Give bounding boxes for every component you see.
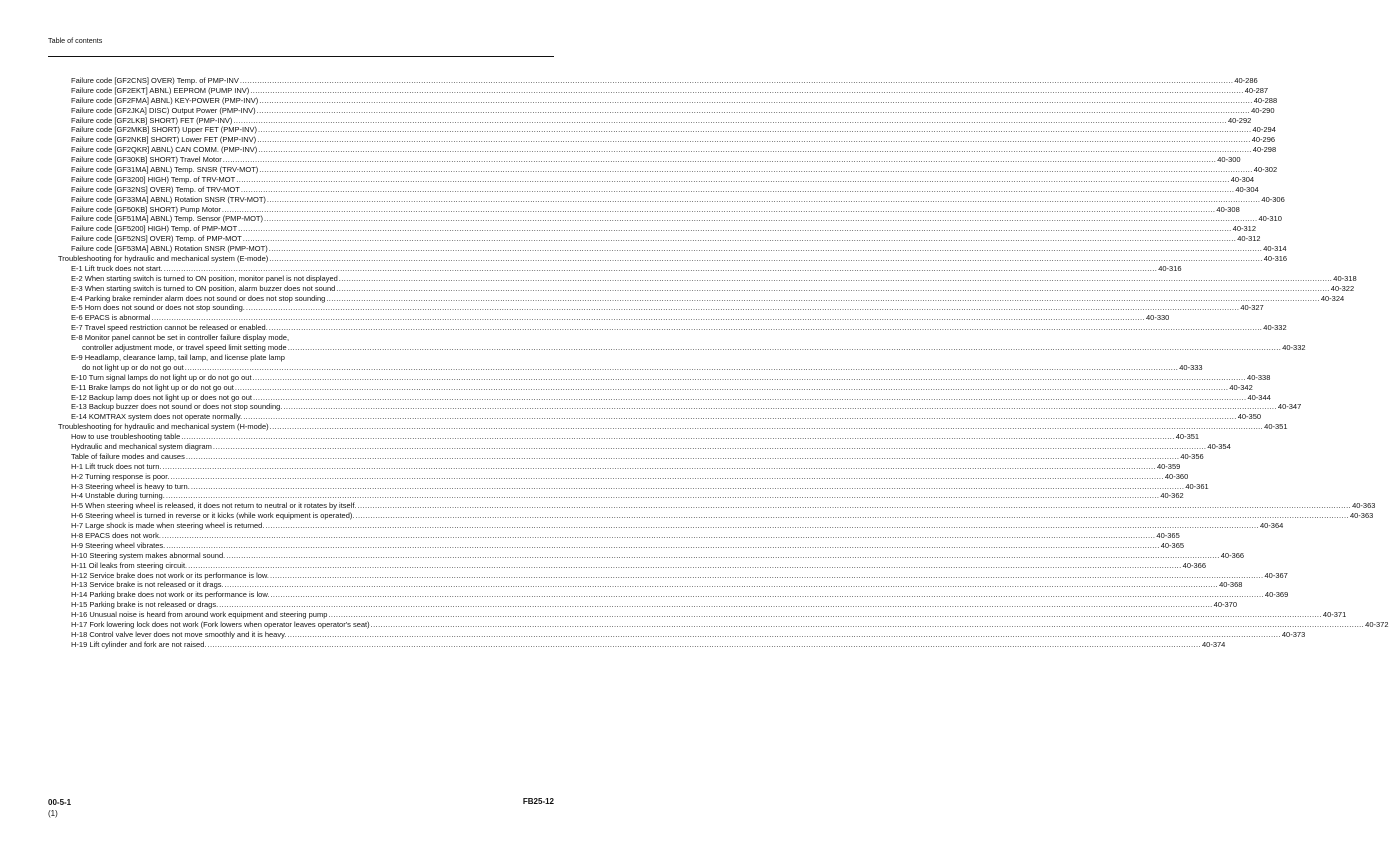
toc-entry[interactable] (0, 145, 1277, 155)
toc-entry-line (71, 511, 1374, 521)
toc-entry[interactable] (0, 471, 1189, 482)
toc-leader-dots: ................................................................................................................................................................................................................................................................................................................................................................................................................ (224, 580, 1219, 590)
toc-entry-title: Failure code [GF31MA] ABNL) Temp. SNSR (TRV-MOT) (71, 165, 259, 175)
toc-entry[interactable] (0, 550, 1245, 561)
toc-page-number: 40-302 (1253, 165, 1278, 175)
toc-entry-title: Failure code [GF3200] HIGH) Temp. of TRV-MOT (71, 174, 236, 184)
toc-leader-dots: ................................................................................................................................................................................................................................................................................................................................................................................................................ (207, 639, 1201, 649)
toc-page-number: 40-359 (1156, 461, 1181, 471)
toc-entry-line (71, 194, 1285, 205)
toc-leader-dots: ................................................................................................................................................................................................................................................................................................................................................................................................................ (259, 95, 1253, 105)
toc-entry[interactable] (0, 85, 1269, 96)
toc-entry-line (71, 184, 1259, 195)
toc-leader-dots: ................................................................................................................................................................................................................................................................................................................................................................................................................ (170, 471, 1164, 481)
toc-entry-line (71, 155, 1241, 165)
toc-entry[interactable] (0, 234, 1261, 244)
toc-page-number: 40-366 (1182, 560, 1207, 570)
toc-entry-line (71, 530, 1180, 541)
toc-entry-line (82, 343, 1306, 353)
toc-leader-dots: ................................................................................................................................................................................................................................................................................................................................................................................................................ (161, 530, 1156, 540)
toc-page-number: 40-351 (1175, 432, 1200, 442)
toc-entry-line (71, 313, 1170, 323)
toc-entry-line (71, 115, 1252, 126)
toc-entry-title: H-18 Control valve lever does not move smoothly and it is heavy. (71, 629, 287, 639)
toc-entry[interactable] (0, 382, 1253, 393)
toc-entry-line (71, 125, 1276, 135)
toc-entry-title: H-4 Unstable during turning. (71, 491, 165, 501)
toc-entry-title: H-8 EPACS does not work. (71, 530, 161, 540)
toc-leader-dots: ................................................................................................................................................................................................................................................................................................................................................................................................................ (269, 254, 1263, 264)
toc-page-number: 40-314 (1263, 244, 1287, 254)
toc-page-number: 40-304 (1235, 184, 1259, 194)
toc-entry[interactable] (0, 224, 1257, 234)
toc-entry-title: Failure code [GF52NS] OVER) Temp. of PMP-MOT (71, 234, 242, 244)
toc-entry[interactable] (0, 105, 1275, 116)
toc-leader-dots: ................................................................................................................................................................................................................................................................................................................................................................................................................ (188, 560, 1182, 570)
toc-entry[interactable] (0, 392, 1271, 403)
toc-page-number: 40-369 (1264, 590, 1289, 600)
toc-leader-dots: ................................................................................................................................................................................................................................................................................................................................................................................................................ (257, 135, 1251, 145)
footer-left (48, 797, 71, 819)
toc-entry-title: H-5 When steering wheel is released, it does not return to neutral or it rotates by itself. (71, 501, 357, 511)
toc-leader-dots: ................................................................................................................................................................................................................................................................................................................................................................................................................ (219, 600, 1213, 610)
toc-entry[interactable] (0, 362, 1203, 373)
toc-entry[interactable] (0, 115, 1252, 126)
toc-page-number: 40-363 (1349, 511, 1374, 521)
toc-entry-title: Table of failure modes and causes (71, 451, 185, 461)
toc-entry-line (71, 174, 1255, 185)
toc-entry-line (71, 135, 1276, 145)
toc-entry[interactable] (0, 639, 1226, 650)
toc-entry-title: Failure code [GF2LKB] SHORT) FET (PMP-INV) (71, 115, 233, 125)
toc-entry-line (71, 303, 1264, 313)
toc-leader-dots: ................................................................................................................................................................................................................................................................................................................................................................................................................ (222, 155, 1217, 165)
toc-entry-title: Troubleshooting for hydraulic and mechanical system (E-mode) (58, 254, 269, 264)
toc-entry-line (71, 283, 1355, 294)
footer-revision: (1) (48, 809, 58, 818)
toc-entry[interactable] (0, 263, 1182, 274)
toc-entry-line (71, 323, 1287, 333)
toc-entry-line (71, 402, 1302, 412)
toc-leader-dots: ................................................................................................................................................................................................................................................................................................................................................................................................................ (166, 540, 1160, 550)
toc-entry-line (71, 639, 1226, 650)
toc-entry-line (71, 441, 1231, 452)
toc-entry-line (71, 521, 1284, 531)
running-header: Table of contents (48, 36, 103, 45)
toc-leader-dots: ................................................................................................................................................................................................................................................................................................................................................................................................................ (355, 511, 1349, 521)
footer-model: FB25-12 (522, 797, 554, 806)
toc-page-number: 40-330 (1145, 313, 1170, 323)
toc-leader-dots: ................................................................................................................................................................................................................................................................................................................................................................................................................ (370, 619, 1365, 629)
toc-entry[interactable] (0, 155, 1241, 165)
toc-leader-dots: ................................................................................................................................................................................................................................................................................................................................................................................................................ (283, 402, 1277, 412)
toc-entry-line (71, 550, 1245, 561)
toc-entry-title: H-15 Parking brake is not released or drags. (71, 600, 219, 610)
toc-page-number: 40-374 (1201, 639, 1226, 649)
toc-leader-dots: ................................................................................................................................................................................................................................................................................................................................................................................................................ (252, 392, 1247, 402)
toc-entry-title: E-14 KOMTRAX system does not operate normally. (71, 412, 243, 422)
toc-entry-line (71, 244, 1287, 254)
toc-entry-title: E-13 Backup buzzer does not sound or does not stop sounding. (71, 402, 283, 412)
toc-entry[interactable] (0, 76, 1258, 86)
toc-entry-title: Failure code [GF32NS] OVER) Temp. of TRV-MOT (71, 184, 240, 194)
toc-leader-dots: ................................................................................................................................................................................................................................................................................................................................................................................................................ (357, 501, 1352, 511)
toc-entry-title: How to use troubleshooting table (71, 432, 181, 442)
toc-leader-dots: ................................................................................................................................................................................................................................................................................................................................................................................................................ (287, 629, 1281, 639)
toc-entry-title: Failure code [GF2EKT] ABNL) EEPROM (PUMP INV) (71, 85, 250, 95)
toc-entry[interactable] (0, 540, 1185, 551)
toc-entry-line (71, 491, 1184, 501)
toc-leader-dots: ................................................................................................................................................................................................................................................................................................................................................................................................................ (258, 145, 1252, 155)
toc-entry[interactable] (0, 402, 1302, 412)
toc-entry-title: do not light up or do not go out (82, 362, 184, 372)
toc-page-number: 40-372 (1365, 619, 1389, 629)
toc-entry-line (71, 392, 1271, 403)
toc-entry-title: E-5 Horn does not sound or does not stop sounding. (71, 303, 245, 313)
toc-leader-dots: ................................................................................................................................................................................................................................................................................................................................................................................................................ (163, 263, 1158, 273)
toc-page-number: 40-304 (1230, 174, 1255, 184)
toc-page-number: 40-312 (1232, 224, 1257, 234)
toc-entry-line (71, 353, 541, 363)
toc-entry[interactable] (0, 273, 1357, 284)
toc-entry[interactable] (0, 333, 596, 343)
toc-entry-line (71, 590, 1289, 600)
toc-entry[interactable] (0, 580, 1243, 590)
toc-entry[interactable] (0, 244, 1287, 254)
toc-page-number: 40-318 (1333, 273, 1357, 283)
toc-entry-title: H-11 Oil leaks from steering circuit. (71, 560, 188, 570)
toc-entry-line (71, 333, 541, 343)
toc-entry-title: E-11 Brake lamps do not light up or do not go out (71, 382, 234, 392)
toc-entry-title: E-12 Backup lamp does not light up or does not go out (71, 392, 252, 402)
toc-entry[interactable] (0, 619, 1389, 630)
toc-page-number: 40-342 (1229, 382, 1253, 392)
toc-entry-title: H-14 Parking brake does not work or its performance is low. (71, 590, 270, 600)
toc-entry-line (71, 372, 1271, 383)
toc-entry-title: H-10 Steering system makes abnormal sound. (71, 550, 226, 560)
toc-entry-line (71, 76, 1258, 86)
toc-entry[interactable] (0, 184, 1259, 195)
toc-entry[interactable] (0, 461, 1181, 472)
toc-entry-line (71, 214, 1282, 224)
toc-page-number: 40-365 (1156, 530, 1180, 540)
toc-entry-line (71, 273, 1357, 284)
toc-entry[interactable] (0, 343, 1306, 353)
toc-entry-title: Failure code [GF2QKR] ABNL) CAN COMM. (PMP-INV) (71, 145, 258, 155)
toc-leader-dots: ................................................................................................................................................................................................................................................................................................................................................................................................................ (226, 550, 1220, 560)
toc-page-number: 40-312 (1237, 234, 1261, 244)
toc-page-number: 40-316 (1158, 263, 1182, 273)
toc-entry-line (71, 600, 1238, 610)
toc-entry-line (71, 224, 1257, 234)
toc-page-number: 40-354 (1207, 441, 1231, 451)
toc-leader-dots: ................................................................................................................................................................................................................................................................................................................................................................................................................ (221, 204, 1216, 214)
toc-page-number: 40-363 (1352, 501, 1376, 511)
toc-entry-title: Failure code [GF2MKB] SHORT) Upper FET (PMP-INV) (71, 125, 258, 135)
toc-page-number: 40-316 (1263, 254, 1288, 264)
toc-entry-title: H-3 Steering wheel is heavy to turn. (71, 481, 190, 491)
toc-page-number: 40-286 (1234, 76, 1258, 85)
toc-page-number: 40-298 (1252, 145, 1277, 155)
toc-leader-dots: ................................................................................................................................................................................................................................................................................................................................................................................................................ (268, 323, 1263, 333)
toc-entry-line (71, 165, 1278, 175)
toc-entry-title: E-6 EPACS is abnormal (71, 313, 151, 323)
toc-entry-title: H-2 Turning response is poor. (71, 471, 170, 481)
toc-entry[interactable] (0, 135, 1276, 145)
toc-page-number: 40-287 (1244, 85, 1269, 95)
toc-entry[interactable] (0, 560, 1207, 571)
toc-entry-line (71, 293, 1345, 304)
toc-leader-dots: ................................................................................................................................................................................................................................................................................................................................................................................................................ (266, 194, 1261, 204)
toc-page-number: 40-368 (1219, 580, 1243, 590)
toc-page-number: 40-370 (1213, 600, 1238, 610)
toc-page-number: 40-344 (1247, 392, 1271, 402)
toc-entry-title: H-19 Lift cylinder and fork are not raised. (71, 639, 207, 649)
toc-page-number: 40-338 (1247, 372, 1271, 382)
toc-entry-title: H-12 Service brake does not work or its performance is low. (71, 570, 269, 580)
toc-page-number: 40-364 (1259, 521, 1284, 531)
toc-leader-dots: ................................................................................................................................................................................................................................................................................................................................................................................................................ (270, 570, 1264, 580)
toc-page-number: 40-327 (1240, 303, 1264, 313)
toc-entry-line (71, 471, 1189, 482)
toc-leader-dots: ................................................................................................................................................................................................................................................................................................................................................................................................................ (234, 382, 1229, 392)
toc-entry[interactable] (0, 214, 1282, 224)
toc-entry-title: E-3 When starting switch is turned to ON position, alarm buzzer does not sound (71, 283, 336, 293)
toc-entry-title: E-10 Turn signal lamps do not light up or do not go out (71, 372, 252, 382)
toc-entry-line (71, 263, 1182, 274)
toc-leader-dots: ................................................................................................................................................................................................................................................................................................................................................................................................................ (250, 85, 1244, 95)
toc-entry-line (58, 422, 1288, 432)
toc-entry-line (71, 540, 1185, 551)
toc-leader-dots: ................................................................................................................................................................................................................................................................................................................................................................................................................ (328, 610, 1322, 620)
toc-entry-title: H-13 Service brake is not released or it drags. (71, 580, 224, 590)
toc-entry[interactable] (0, 194, 1285, 205)
toc-entry-line (71, 570, 1288, 581)
toc-page-number: 40-360 (1164, 471, 1189, 481)
toc-entry-line (71, 412, 1262, 422)
toc-page-number: 40-351 (1264, 422, 1288, 432)
toc-entry-line (58, 254, 1288, 264)
toc-entry[interactable] (0, 293, 1345, 304)
toc-entry[interactable] (0, 441, 1231, 452)
toc-page-number: 40-300 (1217, 155, 1241, 165)
toc-leader-dots: ................................................................................................................................................................................................................................................................................................................................................................................................................ (269, 422, 1264, 432)
toc-leader-dots: ................................................................................................................................................................................................................................................................................................................................................................................................................ (240, 184, 1235, 194)
toc-entry[interactable] (0, 600, 1238, 610)
toc-page-number: 40-347 (1277, 402, 1302, 412)
toc-page-number: 40-356 (1180, 451, 1204, 461)
header-rule (48, 56, 554, 57)
toc-leader-dots: ................................................................................................................................................................................................................................................................................................................................................................................................................ (264, 214, 1258, 224)
toc-entry-line (71, 105, 1275, 116)
toc-leader-dots: ................................................................................................................................................................................................................................................................................................................................................................................................................ (243, 412, 1237, 422)
toc-entry[interactable] (0, 283, 1355, 294)
toc-entry-line (71, 145, 1277, 155)
toc-entry-title: Failure code [GF2FMA] ABNL) KEY-POWER (PMP-INV) (71, 95, 259, 105)
toc-entry-title: Failure code [GF30KB] SHORT) Travel Motor (71, 155, 222, 165)
toc-entry-line (82, 362, 1203, 373)
toc-entry-title: Troubleshooting for hydraulic and mechanical system (H-mode) (58, 422, 269, 432)
toc-leader-dots: ................................................................................................................................................................................................................................................................................................................................................................................................................ (238, 224, 1232, 234)
toc-page-number: 40-332 (1282, 343, 1306, 353)
toc-entry[interactable] (0, 432, 1200, 442)
toc-entry-title: H-9 Steering wheel vibrates. (71, 540, 166, 550)
toc-entry[interactable] (0, 530, 1180, 541)
toc-entry-line (71, 580, 1243, 590)
toc-entry[interactable] (0, 174, 1255, 185)
toc-leader-dots: ................................................................................................................................................................................................................................................................................................................................................................................................................ (270, 590, 1264, 600)
toc-entry[interactable] (0, 491, 1184, 501)
toc-page-number: 40-367 (1264, 570, 1288, 580)
toc-entry-line (71, 610, 1347, 620)
toc-entry-title: H-1 Lift truck does not turn. (71, 461, 162, 471)
toc-leader-dots: ................................................................................................................................................................................................................................................................................................................................................................................................................ (162, 461, 1156, 471)
toc-entry-line (71, 382, 1253, 393)
toc-entry-line (71, 451, 1204, 462)
toc-entry[interactable] (0, 204, 1240, 215)
toc-entry-line (71, 629, 1306, 640)
toc-page-number: 40-332 (1263, 323, 1287, 333)
toc-entry[interactable] (0, 372, 1271, 383)
toc-entry[interactable] (0, 629, 1306, 640)
toc-entry-line (71, 95, 1278, 106)
toc-entry-title: Hydraulic and mechanical system diagram (71, 441, 212, 451)
toc-entry-title: Failure code [GF2CNS] OVER) Temp. of PMP-INV (71, 76, 239, 85)
toc-entry[interactable] (0, 95, 1278, 106)
toc-leader-dots: ................................................................................................................................................................................................................................................................................................................................................................................................................ (326, 293, 1320, 303)
toc-leader-dots: ................................................................................................................................................................................................................................................................................................................................................................................................................ (184, 362, 1179, 372)
toc-entry[interactable] (0, 412, 1262, 422)
toc-entry[interactable] (0, 590, 1289, 600)
toc-entry-title: E-7 Travel speed restriction cannot be released or enabled. (71, 323, 268, 333)
toc-entry-title: Failure code [GF53MA] ABNL) Rotation SNSR (PMP-MOT) (71, 244, 268, 254)
toc-page-number: 40-306 (1261, 194, 1285, 204)
toc-entry-title: E-4 Parking brake reminder alarm does not sound or does not stop sounding (71, 293, 326, 303)
toc-entry[interactable] (0, 501, 1376, 511)
toc-page-number: 40-373 (1281, 629, 1306, 639)
toc-page-number: 40-333 (1179, 362, 1203, 372)
toc-leader-dots: ................................................................................................................................................................................................................................................................................................................................................................................................................ (258, 125, 1252, 135)
toc-entry-line (71, 234, 1261, 244)
toc-entry-title: Failure code [GF33MA] ABNL) Rotation SNSR (TRV-MOT) (71, 194, 266, 204)
toc-entry-line (71, 481, 1209, 492)
toc-leader-dots: ................................................................................................................................................................................................................................................................................................................................................................................................................ (259, 165, 1253, 175)
toc-page-number: 40-362 (1160, 491, 1184, 501)
toc-entry[interactable] (0, 165, 1278, 175)
toc-entry-title: E-9 Headlamp, clearance lamp, tail lamp, and license plate lamp (71, 352, 285, 362)
toc-leader-dots: ................................................................................................................................................................................................................................................................................................................................................................................................................ (165, 491, 1160, 501)
toc-leader-dots: ................................................................................................................................................................................................................................................................................................................................................................................................................ (265, 521, 1259, 531)
footer-page-code: 00-5-1 (48, 798, 72, 807)
toc-entry-line (71, 560, 1207, 571)
toc-entry-title: E-1 Lift truck does not start. (71, 263, 163, 273)
table-of-contents (0, 76, 1389, 650)
toc-page-number: 40-366 (1220, 550, 1245, 560)
toc-entry-title: H-6 Steering wheel is turned in reverse or it kicks (while work equipment is operated). (71, 511, 355, 521)
toc-entry-title: Failure code [GF2NKB] SHORT) Lower FET (PMP-INV) (71, 135, 257, 145)
toc-leader-dots: ................................................................................................................................................................................................................................................................................................................................................................................................................ (336, 283, 1330, 293)
toc-page-number: 40-371 (1322, 610, 1347, 620)
toc-entry-line (71, 432, 1200, 442)
toc-leader-dots: ................................................................................................................................................................................................................................................................................................................................................................................................................ (190, 481, 1185, 491)
toc-page-number: 40-296 (1251, 135, 1276, 145)
toc-page-number: 40-324 (1320, 293, 1345, 303)
toc-page-number: 40-290 (1251, 105, 1275, 115)
toc-entry-line (71, 461, 1181, 472)
toc-leader-dots: ................................................................................................................................................................................................................................................................................................................................................................................................................ (236, 174, 1230, 184)
toc-entry[interactable] (0, 422, 1288, 432)
toc-entry-title: H-7 Large shock is made when steering wheel is returned. (71, 521, 265, 531)
toc-leader-dots: ................................................................................................................................................................................................................................................................................................................................................................................................................ (239, 76, 1234, 85)
toc-entry[interactable] (0, 481, 1209, 492)
toc-entry[interactable] (0, 323, 1287, 333)
toc-page-number: 40-308 (1216, 204, 1240, 214)
toc-entry-title: controller adjustment mode, or travel speed limit setting mode (82, 343, 287, 353)
toc-entry-title: Failure code [GF5200] HIGH) Temp. of PMP-MOT (71, 224, 238, 234)
toc-page-number: 40-294 (1252, 125, 1276, 135)
toc-entry-title: Failure code [GF2JKA] DISC) Output Power (PMP-INV) (71, 105, 256, 115)
toc-entry[interactable] (0, 451, 1204, 462)
toc-page-number: 40-361 (1185, 481, 1209, 491)
toc-entry-title: E-2 When starting switch is turned to ON position, monitor panel is not displayed (71, 273, 338, 283)
toc-entry[interactable] (0, 313, 1170, 323)
toc-entry[interactable] (0, 570, 1288, 581)
toc-page-number: 40-322 (1330, 283, 1355, 293)
toc-entry-line (71, 85, 1269, 96)
toc-leader-dots: ................................................................................................................................................................................................................................................................................................................................................................................................................ (185, 451, 1180, 461)
toc-leader-dots: ................................................................................................................................................................................................................................................................................................................................................................................................................ (287, 343, 1282, 353)
toc-page-number: 40-350 (1237, 412, 1262, 422)
toc-entry[interactable] (0, 353, 596, 363)
toc-leader-dots: ................................................................................................................................................................................................................................................................................................................................................................................................................ (338, 273, 1333, 283)
toc-page-number: 40-288 (1253, 95, 1278, 105)
toc-leader-dots: ................................................................................................................................................................................................................................................................................................................................................................................................................ (245, 303, 1240, 313)
toc-entry[interactable] (0, 511, 1374, 521)
toc-entry-title: Failure code [GF51MA] ABNL) Temp. Sensor (PMP-MOT) (71, 214, 264, 224)
toc-entry-title: H-17 Fork lowering lock does not work (Fork lowers when operator leaves operator's seat) (71, 619, 370, 629)
toc-entry[interactable] (0, 125, 1276, 135)
toc-entry[interactable] (0, 254, 1288, 264)
toc-entry-line (71, 204, 1240, 215)
toc-leader-dots: ................................................................................................................................................................................................................................................................................................................................................................................................................ (181, 432, 1175, 442)
toc-entry-line (71, 619, 1389, 630)
toc-page-number: 40-292 (1227, 115, 1252, 125)
toc-leader-dots: ................................................................................................................................................................................................................................................................................................................................................................................................................ (268, 244, 1263, 254)
toc-page-number: 40-365 (1160, 540, 1185, 550)
toc-entry-line (71, 501, 1376, 511)
toc-entry-title: E-8 Monitor panel cannot be set in controller failure display mode, (71, 333, 290, 343)
toc-entry[interactable] (0, 521, 1284, 531)
toc-entry[interactable] (0, 610, 1347, 620)
toc-page-number: 40-310 (1258, 214, 1282, 224)
toc-entry-title: Failure code [GF50KB] SHORT) Pump Motor (71, 204, 221, 214)
toc-leader-dots: ................................................................................................................................................................................................................................................................................................................................................................................................................ (151, 313, 1145, 323)
toc-leader-dots: ................................................................................................................................................................................................................................................................................................................................................................................................................ (242, 234, 1237, 244)
toc-leader-dots: ................................................................................................................................................................................................................................................................................................................................................................................................................ (233, 115, 1227, 125)
toc-entry-title: H-16 Unusual noise is heard from around work equipment and steering pump (71, 610, 328, 620)
toc-leader-dots: ................................................................................................................................................................................................................................................................................................................................................................................................................ (212, 441, 1207, 451)
toc-leader-dots: ................................................................................................................................................................................................................................................................................................................................................................................................................ (252, 372, 1247, 382)
toc-leader-dots: ................................................................................................................................................................................................................................................................................................................................................................................................................ (256, 105, 1251, 115)
toc-entry[interactable] (0, 303, 1264, 313)
